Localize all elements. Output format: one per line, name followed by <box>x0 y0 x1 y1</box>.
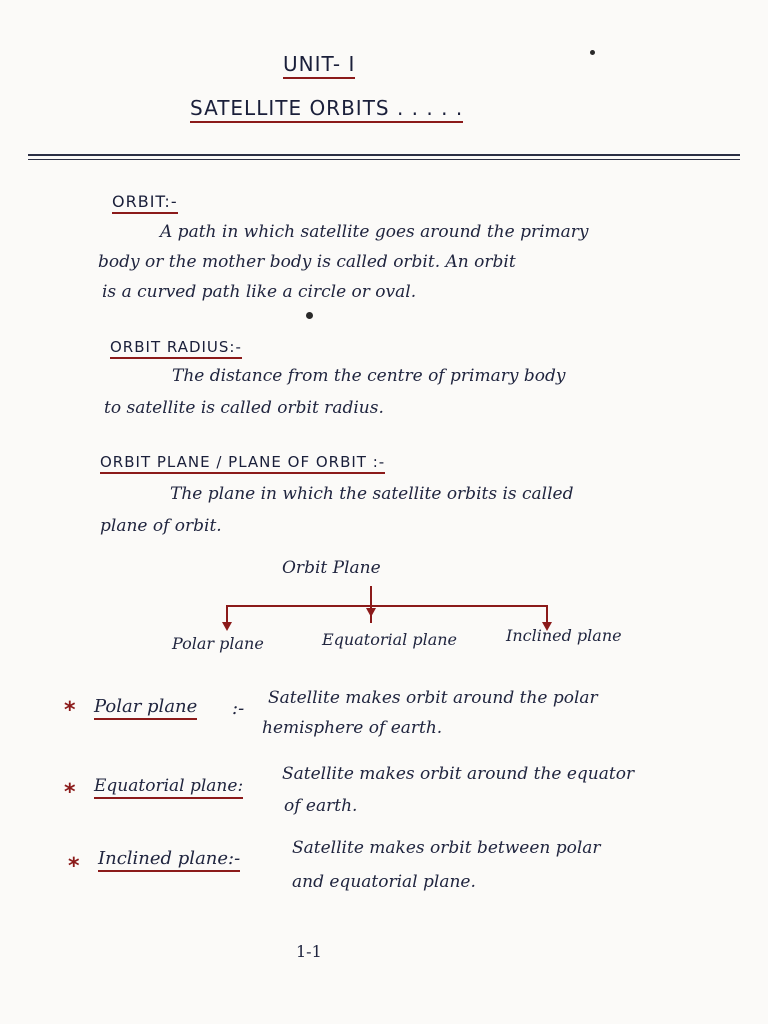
page-number: 1-1 <box>296 942 322 961</box>
ink-speck <box>590 50 595 55</box>
unit-title-text: UNIT- I <box>283 52 355 79</box>
page-title <box>190 96 463 120</box>
tree-branch-left <box>226 605 228 623</box>
unit-title <box>283 52 355 76</box>
tree-root: Orbit Plane <box>282 558 381 578</box>
orbit-plane-line-2: plane of orbit. <box>100 516 222 536</box>
page-title-text: SATELLITE ORBITS . . . . . <box>190 96 463 123</box>
ink-speck <box>306 312 313 319</box>
polar-term: Polar plane <box>94 696 197 717</box>
header-divider-2 <box>28 159 740 160</box>
star-bullet-icon: * <box>68 854 80 879</box>
inclined-line-1: Satellite makes orbit between polar <box>292 838 601 858</box>
orbit-radius-line-1: The distance from the centre of primary body <box>172 366 566 386</box>
orbit-line-3: is a curved path like a circle or oval. <box>102 282 417 302</box>
arrow-left-icon <box>222 622 232 631</box>
tree-branch-right <box>546 605 548 623</box>
equatorial-line-2: of earth. <box>284 796 358 816</box>
tree-root-stem <box>370 586 372 606</box>
orbit-plane-heading: ORBIT PLANE / PLANE OF ORBIT :- <box>100 453 385 471</box>
equatorial-line-1: Satellite makes orbit around the equator <box>282 764 635 784</box>
inclined-term: Inclined plane:- <box>98 848 240 869</box>
header-divider <box>28 154 740 156</box>
polar-line-2: hemisphere of earth. <box>262 718 443 738</box>
orbit-line-2: body or the mother body is called orbit. An orbit <box>98 252 516 272</box>
inclined-line-2: and equatorial plane. <box>292 872 476 892</box>
star-bullet-icon: * <box>64 698 76 723</box>
equatorial-term: Equatorial plane: <box>94 776 243 796</box>
tree-horizontal-bar <box>226 605 548 607</box>
polar-sep: :- <box>232 698 245 719</box>
tree-child-polar: Polar plane <box>172 634 264 653</box>
tree-child-inclined: Inclined plane <box>506 626 622 645</box>
polar-line-1: Satellite makes orbit around the polar <box>268 688 598 708</box>
star-bullet-icon: * <box>64 780 76 805</box>
orbit-radius-heading: ORBIT RADIUS:- <box>110 338 242 356</box>
tree-child-equatorial: Equatorial plane <box>322 630 458 649</box>
arrow-middle-icon <box>366 608 376 617</box>
orbit-heading: ORBIT:- <box>112 192 178 211</box>
orbit-radius-line-2: to satellite is called orbit radius. <box>104 398 384 418</box>
orbit-plane-line-1: The plane in which the satellite orbits is called <box>170 484 574 504</box>
orbit-line-1: A path in which satellite goes around the primary <box>160 222 589 242</box>
